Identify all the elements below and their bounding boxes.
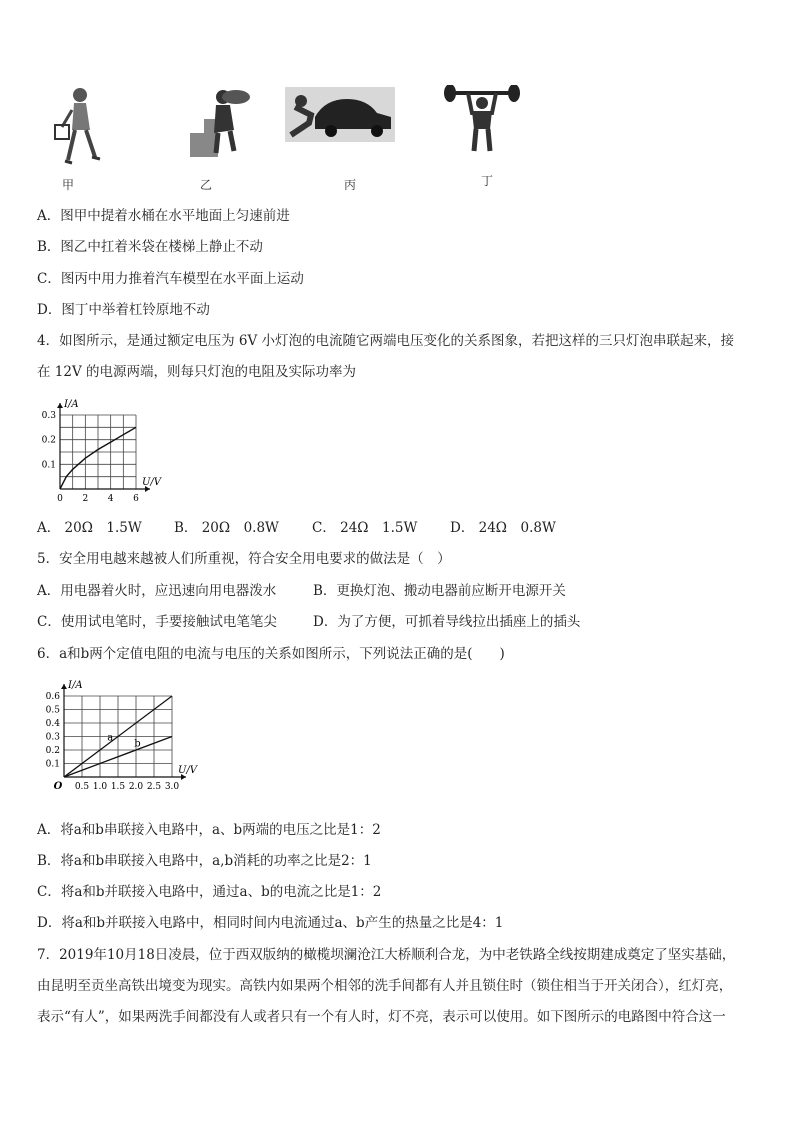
y-axis-arrow bbox=[61, 684, 67, 689]
q6-option-d: D．将a和b并联接入电路中，相同时间内电流通过a、b产生的热量之比是4：1 bbox=[37, 915, 504, 931]
figure-bing bbox=[285, 87, 395, 142]
q4-stem-line1: 4．如图所示，是通过额定电压为 6V 小灯泡的电流随它两端电压变化的关系图象，若把这样的三只灯泡串联起来，接 bbox=[37, 333, 735, 349]
y-tick-label: 0.1 bbox=[45, 759, 60, 770]
x-tick-label: 1.5 bbox=[110, 782, 126, 792]
x-tick-label: 2 bbox=[82, 494, 89, 504]
q4-options bbox=[37, 519, 556, 537]
q7-line1: 7．2019年10月18日凌晨，位于西双版纳的橄榄坝澜沧江大桥顺利合龙，为中老铁路全线按期建成奠定了坚实基础， bbox=[37, 947, 736, 963]
q3-option-d: D．图丁中举着杠铃原地不动 bbox=[37, 302, 210, 318]
y-tick-label: 0.6 bbox=[45, 692, 60, 702]
y-tick-label: 0.5 bbox=[45, 705, 60, 716]
x-tick-label: 6 bbox=[133, 494, 139, 504]
x-tick-label: 2.5 bbox=[146, 782, 162, 792]
q3-option-c: C．图丙中用力推着汽车模型在水平面上运动 bbox=[37, 271, 304, 287]
chart-lamp-iv bbox=[36, 395, 176, 505]
y-tick-label: 0.2 bbox=[41, 435, 56, 446]
q4-option-d: D． 24Ω 0.8W bbox=[450, 520, 556, 536]
series-label-b: b bbox=[134, 738, 141, 750]
q4-stem-line2: 在 12V 的电源两端，则每只灯泡的电阻及实际功率为 bbox=[37, 364, 357, 380]
q5-options-row1 bbox=[37, 582, 566, 600]
y-tick-label: 0.4 bbox=[45, 719, 60, 729]
figure-label-yi: 乙 bbox=[200, 178, 213, 192]
q4-option-a: A． 20Ω 1.5W bbox=[37, 520, 142, 536]
q6-option-a: A．将a和b串联接入电路中，a、b两端的电压之比是1：2 bbox=[37, 822, 381, 838]
q7-line3: 表示“有人”，如果两洗手间都没有人或者只有一个有人时，灯不亮，表示可以使用。如下图所示的电路图中符合这一 bbox=[37, 1009, 726, 1025]
y-axis-arrow bbox=[57, 403, 63, 408]
q6-option-b: B．将a和b串联接入电路中，a,b消耗的功率之比是2：1 bbox=[37, 853, 372, 869]
q3-option-a: A．图甲中提着水桶在水平地面上匀速前进 bbox=[37, 208, 290, 224]
figure-jia bbox=[50, 85, 110, 170]
figure-yi bbox=[188, 85, 253, 160]
q6-option-c: C．将a和b并联接入电路中，通过a、b的电流之比是1：2 bbox=[37, 884, 382, 900]
y-tick-label: 0.1 bbox=[41, 460, 56, 471]
q4-option-c: C． 24Ω 1.5W bbox=[312, 520, 418, 536]
figure-label-jia: 甲 bbox=[62, 178, 75, 192]
q3-option-b: B．图乙中扛着米袋在楼梯上静止不动 bbox=[37, 239, 263, 255]
q4-option-b: B． 20Ω 0.8W bbox=[174, 520, 279, 536]
y-tick-label: 0.2 bbox=[45, 746, 60, 756]
figure-label-ding: 丁 bbox=[481, 174, 494, 188]
x-tick-label: 4 bbox=[107, 494, 114, 504]
q5-stem: 5．安全用电越来越被人们所重视，符合安全用电要求的做法是（ ） bbox=[37, 551, 451, 567]
origin-label: O bbox=[53, 781, 63, 792]
y-tick-label: 0.3 bbox=[41, 411, 56, 421]
q5-option-b: B．更换灯泡、搬动电器前应断开电源开关 bbox=[313, 583, 566, 599]
figure-ding bbox=[442, 85, 522, 155]
q7-line2: 由昆明至贡坐高铁出境变为现实。高铁内如果两个相邻的洗手间都有人并且锁住时（锁住相当于开关闭合），红灯亮， bbox=[37, 978, 733, 994]
figure-label-bing: 丙 bbox=[344, 178, 357, 192]
x-tick-label: 0.5 bbox=[74, 782, 90, 792]
y-axis-label: I/A bbox=[68, 680, 83, 691]
q5-options-row2 bbox=[37, 613, 580, 631]
x-axis-label: U/V bbox=[142, 477, 162, 488]
y-tick-label: 0.3 bbox=[45, 732, 60, 743]
y-axis-label: I/A bbox=[64, 399, 79, 410]
q5-option-a: A．用电器着火时，应迅速向用电器泼水 bbox=[37, 583, 277, 599]
x-tick-label: 1.0 bbox=[92, 782, 108, 792]
x-axis-label: U/V bbox=[178, 765, 198, 776]
chart-resistor-iv bbox=[36, 674, 206, 809]
q6-stem: 6．a和b两个定值电阻的电流与电压的关系如图所示，下列说法正确的是( ) bbox=[37, 646, 505, 662]
x-tick-label: 2.0 bbox=[128, 782, 144, 792]
x-tick-label: 3.0 bbox=[164, 782, 180, 792]
q5-option-d: D．为了方便，可抓着导线拉出插座上的插头 bbox=[313, 614, 581, 630]
series-label-a: a bbox=[107, 732, 114, 744]
x-tick-label: 0 bbox=[57, 494, 63, 504]
q5-option-c: C．使用试电笔时，手要接触试电笔笔尖 bbox=[37, 614, 277, 630]
